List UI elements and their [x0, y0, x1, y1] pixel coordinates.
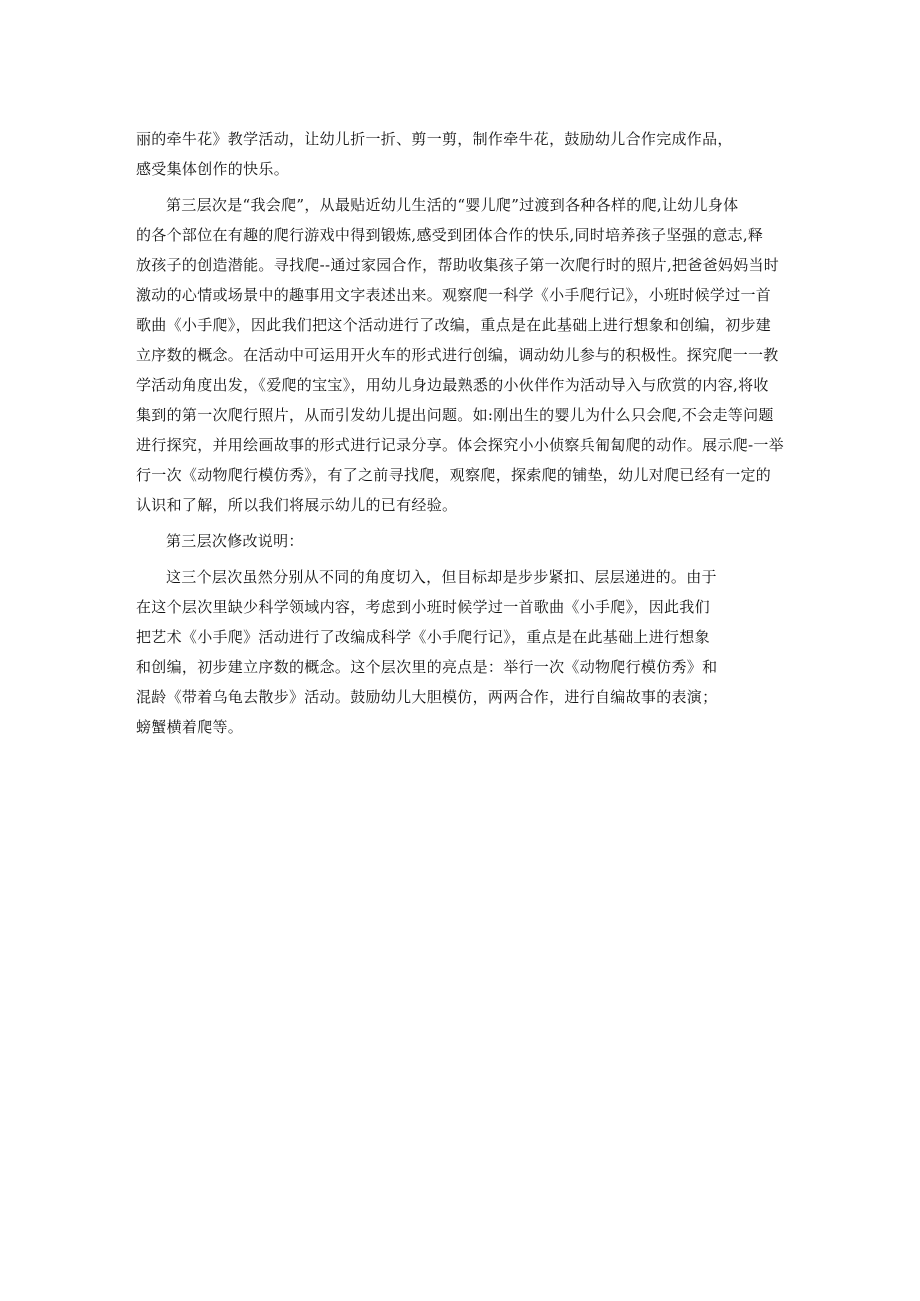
text-line: 丽的牵牛花》教学活动，让幼儿折一折、剪一剪，制作牵牛花，鼓励幼儿合作完成作品， — [136, 130, 733, 148]
document-page — [136, 124, 792, 748]
text-line: 歌曲《小手爬》，因此我们把这个活动进行了改编，重点是在此基础上进行想象和创编，初步建 — [136, 316, 772, 334]
paragraph-third-level — [136, 190, 792, 520]
text-line: 认识和了解，所以我们将展示幼儿的已有经验。 — [136, 496, 458, 514]
text-line: 感受集体创作的快乐。 — [136, 160, 290, 178]
text-line: 行一次《动物爬行模仿秀》，有了之前寻找爬，观察爬，探索爬的铺垫，幼儿对爬已经有一定的 — [136, 466, 772, 484]
text-line: 螃蟹横着爬等。 — [136, 718, 244, 736]
section-heading: 第三层次修改说明： — [166, 532, 304, 550]
text-line: 和创编，初步建立序数的概念。这个层次里的亮点是：举行一次《动物爬行模仿秀》和 — [136, 658, 718, 676]
text-line: 的各个部位在有趣的爬行游戏中得到锻炼,感受到团体合作的快乐,同时培养孩子坚强的意志,释 — [136, 226, 764, 244]
text-line: 混龄《带着乌龟去散步》活动。鼓励幼儿大胆模仿，两两合作，进行自编故事的表演； — [136, 688, 718, 706]
text-line: 立序数的概念。在活动中可运用开火车的形式进行创编，调动幼儿参与的积极性。探究爬一一教 — [136, 346, 779, 364]
text-line: 这三个层次虽然分别从不同的角度切入，但目标却是步步紧扣、层层递进的。由于 — [166, 568, 717, 586]
paragraph-continuation — [136, 124, 792, 184]
text-line: 第三层次是“我会爬”，从最贴近幼儿生活的“婴儿爬”过渡到各种各样的爬,让幼儿身体 — [166, 196, 739, 214]
text-line: 放孩子的创造潜能。寻找爬--通过家园合作，帮助收集孩子第一次爬行时的照片,把爸爸妈妈当时 — [136, 256, 780, 274]
text-line: 激动的心情或场景中的趣事用文字表述出来。观察爬一科学《小手爬行记》，小班时候学过一首 — [136, 286, 772, 304]
text-line: 集到的第一次爬行照片，从而引发幼儿提出问题。如:刚出生的婴儿为什么只会爬,不会走等问题 — [136, 406, 774, 424]
paragraph-revision-notes — [136, 562, 792, 742]
paragraph-revision-heading — [136, 526, 792, 556]
text-line: 在这个层次里缺少科学领域内容，考虑到小班时候学过一首歌曲《小手爬》，因此我们 — [136, 598, 710, 616]
text-line: 学活动角度出发，《爱爬的宝宝》，用幼儿身边最熟悉的小伙伴作为活动导入与欣赏的内容,将收 — [136, 376, 769, 394]
text-line: 进行探究，并用绘画故事的形式进行记录分享。体会探究小小侦察兵匍匐爬的动作。展示爬-一举 — [136, 436, 784, 454]
text-line: 把艺术《小手爬》活动进行了改编成科学《小手爬行记》，重点是在此基础上进行想象 — [136, 628, 710, 646]
